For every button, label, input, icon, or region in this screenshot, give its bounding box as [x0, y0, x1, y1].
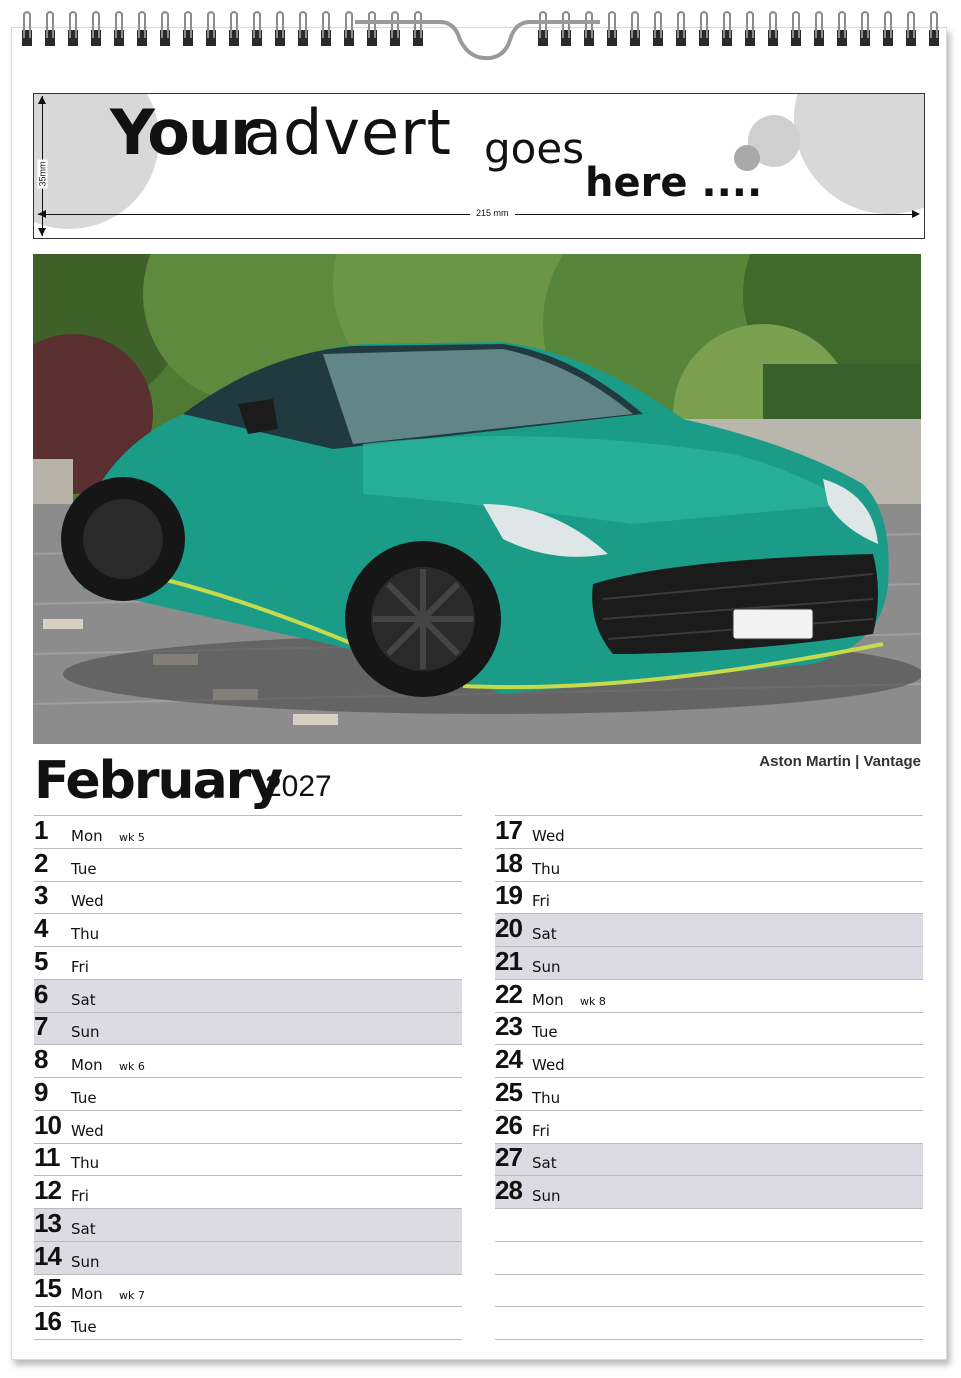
- day-number: 11: [34, 1142, 60, 1173]
- day-number: 16: [34, 1306, 61, 1336]
- day-row: [495, 849, 923, 882]
- day-number: 5: [34, 945, 48, 976]
- day-row: [34, 1078, 462, 1111]
- day-row: [34, 1242, 462, 1275]
- day-number: 20: [495, 913, 522, 943]
- day-name: Fri: [71, 1187, 89, 1205]
- day-name: Fri: [532, 892, 550, 911]
- day-name: Mon: [71, 1056, 103, 1074]
- day-row: [34, 1144, 462, 1177]
- empty-row: [495, 1209, 923, 1242]
- day-row: [495, 1078, 923, 1111]
- day-number: 28: [495, 1175, 522, 1205]
- day-name: Wed: [532, 1056, 565, 1074]
- empty-row: [495, 1275, 923, 1308]
- day-row: [34, 1045, 462, 1078]
- day-row: [34, 1176, 462, 1209]
- empty-row: [495, 1307, 923, 1340]
- day-number: 1: [34, 814, 48, 845]
- height-dimension-label: 35mm: [37, 161, 48, 187]
- day-number: 8: [34, 1044, 48, 1074]
- day-name: Mon: [532, 990, 564, 1009]
- day-name: Sat: [532, 1154, 557, 1173]
- day-number: 17: [495, 814, 522, 845]
- day-row: [34, 816, 462, 849]
- day-row: [34, 849, 462, 882]
- day-number: 4: [34, 913, 48, 943]
- day-name: Fri: [71, 957, 89, 976]
- day-row: [495, 947, 923, 980]
- day-name: Thu: [71, 925, 100, 943]
- day-number: 27: [495, 1142, 522, 1173]
- day-name: Sat: [71, 1219, 96, 1238]
- day-row: [495, 1111, 923, 1144]
- day-name: Mon: [71, 826, 103, 845]
- month-title: February: [34, 751, 282, 811]
- day-row: [34, 1307, 462, 1340]
- day-name: Wed: [71, 892, 104, 911]
- day-number: 18: [495, 847, 522, 878]
- day-name: Tue: [532, 1023, 558, 1042]
- day-row: [495, 914, 923, 947]
- day-name: Sun: [71, 1023, 100, 1042]
- day-row: [34, 947, 462, 980]
- day-number: 24: [495, 1044, 522, 1074]
- advert-text-goes: goes: [484, 124, 585, 173]
- day-number: 14: [34, 1240, 61, 1271]
- car-photo: [33, 254, 921, 744]
- day-name: Wed: [71, 1121, 104, 1140]
- day-row: [34, 1275, 462, 1308]
- day-row: [495, 980, 923, 1013]
- week-number: wk 5: [119, 830, 145, 844]
- day-row: [34, 914, 462, 947]
- week-number: wk 6: [119, 1060, 145, 1073]
- day-number: 26: [495, 1109, 522, 1140]
- day-number: 13: [34, 1207, 61, 1238]
- advert-text-your: Your: [110, 96, 259, 169]
- day-row: [34, 882, 462, 915]
- day-row: [495, 1045, 923, 1078]
- day-number: 21: [495, 945, 522, 976]
- day-name: Sun: [532, 957, 561, 976]
- day-name: Thu: [71, 1154, 100, 1173]
- day-number: 23: [495, 1011, 522, 1042]
- day-name: Thu: [532, 1088, 561, 1107]
- day-name: Tue: [71, 1318, 97, 1336]
- day-name: Wed: [532, 826, 565, 845]
- width-dimension-label: 215 mm: [470, 208, 515, 218]
- dimension-arrows: [34, 94, 925, 239]
- day-name: Sat: [532, 925, 557, 943]
- day-number: 3: [34, 880, 48, 911]
- day-row: [34, 980, 462, 1013]
- day-row: [495, 882, 923, 915]
- day-number: 22: [495, 978, 522, 1009]
- week-number: wk 8: [580, 994, 606, 1008]
- advert-text-here: here ....: [585, 160, 763, 206]
- day-name: Tue: [71, 859, 97, 878]
- day-row: [495, 1013, 923, 1046]
- day-row: [495, 1144, 923, 1177]
- day-name: Thu: [532, 859, 561, 878]
- advert-text-advert: advert: [244, 96, 452, 169]
- advert-banner: [33, 93, 925, 239]
- day-row: [495, 816, 923, 849]
- binding-coils: [22, 12, 939, 46]
- year-label: 2027: [265, 770, 332, 803]
- day-name: Sun: [71, 1252, 100, 1271]
- day-name: Tue: [71, 1088, 97, 1107]
- day-name: Sun: [532, 1187, 561, 1205]
- day-row: [34, 1111, 462, 1144]
- day-name: Mon: [71, 1285, 103, 1304]
- day-number: 12: [34, 1175, 61, 1205]
- days-column-left: [34, 815, 462, 1340]
- empty-row: [495, 1242, 923, 1275]
- day-number: 6: [34, 978, 48, 1009]
- day-number: 15: [34, 1273, 61, 1304]
- day-number: 2: [34, 847, 48, 878]
- day-number: 19: [495, 880, 522, 911]
- day-number: 9: [34, 1076, 48, 1107]
- day-number: 25: [495, 1076, 522, 1107]
- day-row: [34, 1209, 462, 1242]
- day-row: [495, 1176, 923, 1209]
- day-number: 7: [34, 1011, 48, 1042]
- day-name: Sat: [71, 990, 96, 1009]
- wire-binding: [0, 0, 961, 70]
- photo-caption: Aston Martin | Vantage: [759, 753, 921, 770]
- day-number: 10: [34, 1109, 61, 1140]
- week-number: wk 7: [119, 1289, 145, 1303]
- day-row: [34, 1013, 462, 1046]
- days-column-right: [495, 815, 923, 1340]
- day-name: Fri: [532, 1121, 550, 1140]
